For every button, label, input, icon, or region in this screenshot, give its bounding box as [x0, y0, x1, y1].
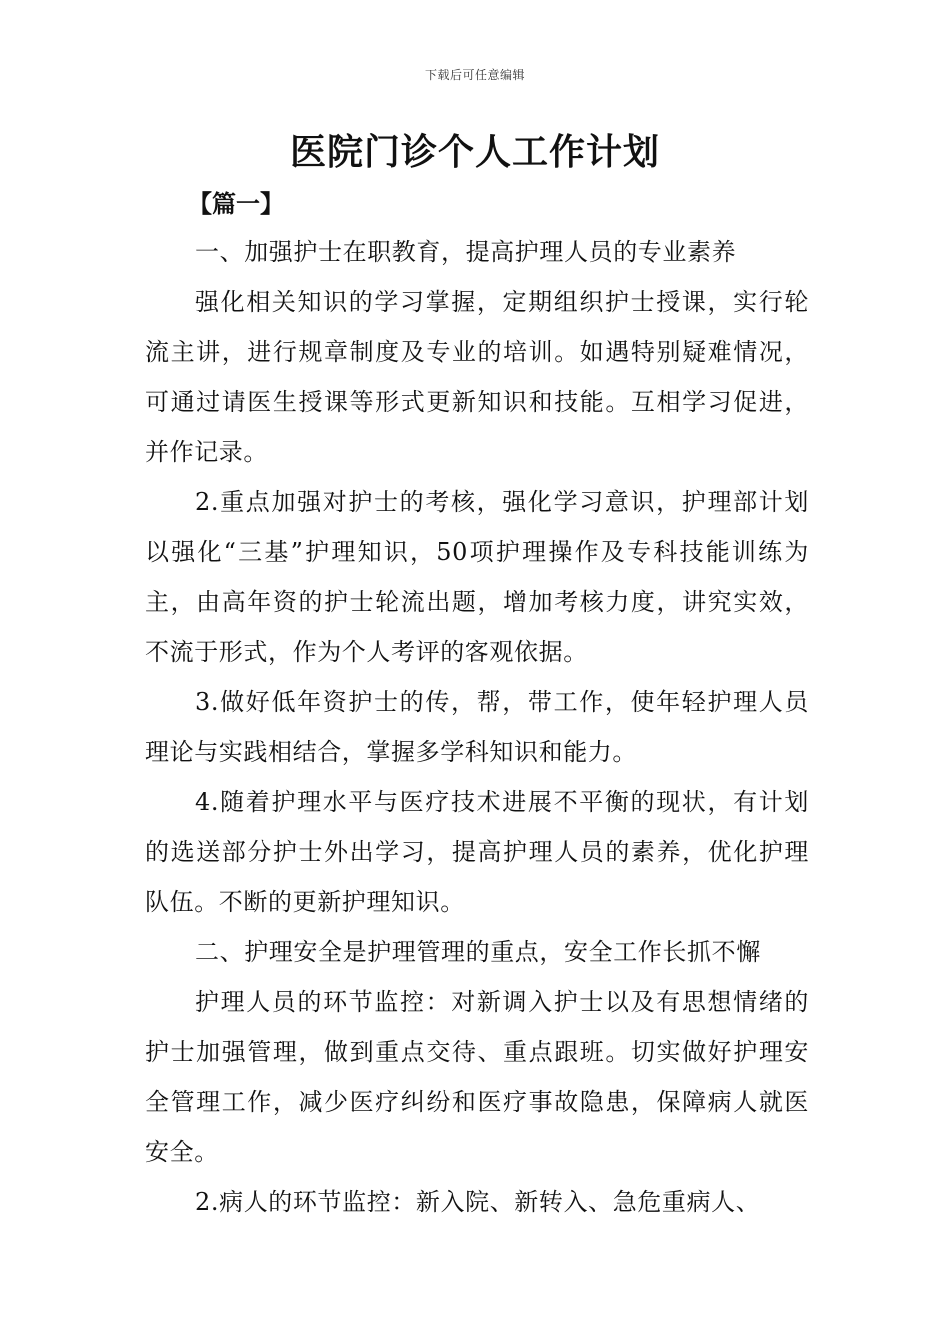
body-paragraph: 3.做好低年资护士的传，帮，带工作，使年轻护理人员理论与实践相结合，掌握多学科知识和能力。	[145, 688, 809, 766]
body-paragraph: 2.重点加强对护士的考核，强化学习意识，护理部计划以强化“三基”护理知识，50项护理操作及专科技能训练为主，由高年资的护士轮流出题，增加考核力度，讲究实效，不流于形式，作为个人考评的客观依据。	[145, 488, 809, 666]
body-paragraph: 强化相关知识的学习掌握，定期组织护士授课，实行轮流主讲，进行规章制度及专业的培训。如遇特别疑难情况，可通过请医生授课等形式更新知识和技能。互相学习促进，并作记录。	[145, 288, 809, 466]
body-paragraph: 护理人员的环节监控：对新调入护士以及有思想情绪的护士加强管理，做到重点交待、重点跟班。切实做好护理安全管理工作，减少医疗纠纷和医疗事故隐患，保障病人就医安全。	[145, 988, 809, 1166]
heading-paragraph-2: 二、护理安全是护理管理的重点，安全工作长抓不懈	[195, 938, 761, 966]
heading-paragraph-1: 一、加强护士在职教育，提高护理人员的专业素养	[195, 238, 737, 266]
document-body	[145, 227, 809, 1227]
document-title: 医院门诊个人工作计划	[289, 131, 660, 173]
header-note: 下载后可任意编辑	[424, 68, 525, 82]
body-paragraph: 2.病人的环节监控：新入院、新转入、急危重病人、	[195, 1188, 761, 1216]
body-paragraph: 4.随着护理水平与医疗技术进展不平衡的现状，有计划的选送部分护士外出学习，提高护理人员的素养，优化护理队伍。不断的更新护理知识。	[145, 788, 809, 916]
section-tag: 【篇一】	[188, 189, 284, 218]
